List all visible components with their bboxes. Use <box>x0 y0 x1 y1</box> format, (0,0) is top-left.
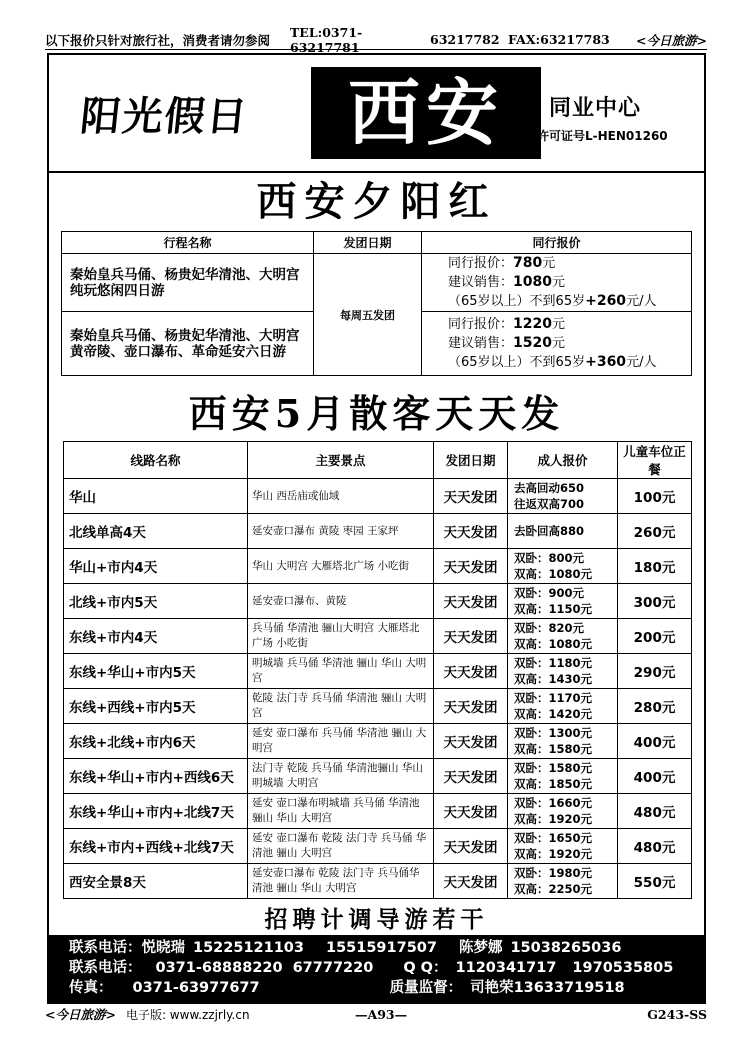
attractions: 延安 壶口瀑布 兵马俑 华清池 骊山 大明宫 <box>248 724 434 759</box>
table-row <box>64 864 692 899</box>
attractions: 法门寺 乾陵 兵马俑 华清池骊山 华山 明城墙 大明宫 <box>248 759 434 794</box>
price-label: 同行报价： <box>448 256 514 271</box>
quality-label: 质量监督： <box>389 980 463 996</box>
price-value: 780 <box>513 255 543 271</box>
trade-center-label: 同业中心 <box>549 96 642 121</box>
child-price: 400元 <box>618 724 692 759</box>
adult-price <box>508 794 618 829</box>
price-label: 同行报价： <box>448 317 514 332</box>
attractions: 华山 大明宫 大雁塔北广场 小吃街 <box>248 549 434 584</box>
price-value: 1220 <box>513 316 552 332</box>
phone-number: 15038265036 <box>510 940 622 956</box>
price-cell <box>422 312 692 376</box>
attractions: 延安壶口瀑布 乾陵 法门寺 兵马俑华清池 骊山 华山 大明宫 <box>248 864 434 899</box>
route-name: 东线+华山+市内+北线7天 <box>64 794 248 829</box>
attractions: 明城墙 兵马俑 华清池 骊山 华山 大明宫 <box>248 654 434 689</box>
route-name: 华山 <box>64 479 248 514</box>
price-unit: 元/人 <box>626 294 657 309</box>
table-row <box>64 479 692 514</box>
route-name: 东线+市内+西线+北线7天 <box>64 829 248 864</box>
adult-price <box>508 864 618 899</box>
phone-number: 15225121103 <box>193 940 304 956</box>
adult-price <box>508 479 618 514</box>
publication-brand: <今日旅游> <box>636 32 707 48</box>
section1-title: 西安夕阳红 <box>256 178 497 225</box>
fax-label: 传真： <box>69 980 113 996</box>
daily-tour-table <box>63 441 692 899</box>
table-row <box>64 829 692 864</box>
column-header: 发团日期 <box>434 442 508 479</box>
price-unit: 元/人 <box>626 355 657 370</box>
adult-price-line: 往返双高700 <box>514 497 585 511</box>
contact-block <box>49 935 704 1002</box>
contact-person: 陈梦娜 <box>458 940 503 956</box>
child-price: 550元 <box>618 864 692 899</box>
attractions: 兵马俑 华清池 骊山大明宫 大雁塔北广场 小吃街 <box>248 619 434 654</box>
adult-price-line: 双卧：1180元 <box>514 656 593 670</box>
surcharge-value: +360 <box>585 354 627 370</box>
column-header: 行程名称 <box>62 232 314 254</box>
adult-price-line: 双高：1920元 <box>514 812 593 826</box>
price-label: 建议销售： <box>448 336 514 351</box>
child-price: 480元 <box>618 829 692 864</box>
adult-price-line: 去卧回高880 <box>514 524 585 538</box>
attractions: 华山 西岳庙或仙域 <box>248 479 434 514</box>
contact-label: 联系电话：悦晓瑞 <box>69 940 185 956</box>
route-name: 北线单高4天 <box>64 514 248 549</box>
table-row <box>64 759 692 794</box>
child-price: 400元 <box>618 759 692 794</box>
contact-label: 联系电话： <box>69 960 142 976</box>
ad-frame <box>47 53 706 1004</box>
tel-2: 63217782 <box>430 32 500 47</box>
route-name: 华山+市内4天 <box>64 549 248 584</box>
adult-price <box>508 829 618 864</box>
column-header: 主要景点 <box>248 442 434 479</box>
adult-price-line: 双高：1430元 <box>514 672 593 686</box>
route-name: 北线+市内5天 <box>64 584 248 619</box>
tel: TEL:0371-63217781 <box>290 24 363 55</box>
website-link[interactable]: 电子版: www.zzjrly.cn <box>125 1007 250 1022</box>
qq-number: 1120341717 <box>455 960 557 976</box>
qq-label: Q Q： <box>403 960 448 976</box>
price-label: 建议销售： <box>448 275 514 290</box>
contact-row <box>69 958 704 978</box>
route-name: 秦始皇兵马俑、杨贵妃华清池、大明宫纯玩悠闲四日游 <box>62 254 314 312</box>
departure-date: 天天发团 <box>434 514 508 549</box>
adult-price-line: 双卧：1650元 <box>514 831 593 845</box>
attractions: 延安壶口瀑布 黄陵 枣园 王家坪 <box>248 514 434 549</box>
footer <box>45 1005 707 1023</box>
adult-price-line: 双高：1080元 <box>514 637 593 651</box>
attractions: 延安 壶口瀑布 乾陵 法门寺 兵马俑 华清池 骊山 大明宫 <box>248 829 434 864</box>
contact-row <box>69 938 704 958</box>
departure-date: 天天发团 <box>434 794 508 829</box>
senior-tour-table <box>61 231 692 376</box>
adult-price <box>508 724 618 759</box>
license-number: 许可证号L-HEN01260 <box>537 129 668 143</box>
adult-price-line: 双卧：900元 <box>514 586 585 600</box>
table-row <box>62 254 692 312</box>
departure-date: 天天发团 <box>434 724 508 759</box>
adult-price-line: 双高：1850元 <box>514 777 593 791</box>
quality-contact: 司艳荣13633719518 <box>470 980 625 996</box>
top-bar <box>45 24 707 55</box>
departure-date: 天天发团 <box>434 829 508 864</box>
departure-date: 天天发团 <box>434 864 508 899</box>
surcharge-value: +260 <box>585 293 627 309</box>
adult-price-line: 双卧：1980元 <box>514 866 593 880</box>
adult-price <box>508 619 618 654</box>
adult-price <box>508 514 618 549</box>
route-name: 东线+华山+市内5天 <box>64 654 248 689</box>
child-price: 300元 <box>618 584 692 619</box>
qq-number: 1970535805 <box>572 960 674 976</box>
adult-price-line: 去高回动650 <box>514 481 585 495</box>
departure-date: 天天发团 <box>434 479 508 514</box>
column-header: 发团日期 <box>314 232 422 254</box>
adult-price-line: 双卧：1580元 <box>514 761 593 775</box>
route-name: 东线+北线+市内6天 <box>64 724 248 759</box>
adult-price-line: 双高：2250元 <box>514 882 593 896</box>
ad-code: G243-SS <box>647 1006 707 1022</box>
adult-price-line: 双卧：820元 <box>514 621 585 635</box>
table-header-row <box>62 232 692 254</box>
attractions: 延安 壶口瀑布明城墙 兵马俑 华清池 骊山 华山 大明宫 <box>248 794 434 829</box>
price-value: 1520 <box>513 335 552 351</box>
route-name: 秦始皇兵马俑、杨贵妃华清池、大明宫黄帝陵、壶口瀑布、革命延安六日游 <box>62 312 314 376</box>
destination-title: 西安 <box>311 67 541 159</box>
table-row <box>64 584 692 619</box>
adult-price <box>508 759 618 794</box>
child-price: 290元 <box>618 654 692 689</box>
adult-price <box>508 689 618 724</box>
adult-price-line: 双高：1580元 <box>514 742 593 756</box>
route-name: 东线+华山+市内+西线6天 <box>64 759 248 794</box>
child-price: 260元 <box>618 514 692 549</box>
departure-date: 天天发团 <box>434 549 508 584</box>
table-row <box>64 724 692 759</box>
table-row <box>64 514 692 549</box>
column-header: 儿童车位正餐 <box>618 442 692 479</box>
column-header: 成人报价 <box>508 442 618 479</box>
table-header-row <box>64 442 692 479</box>
adult-price-line: 双高：1920元 <box>514 847 593 861</box>
adult-price <box>508 584 618 619</box>
page-number: —A93— <box>355 1006 408 1022</box>
age-note: （65岁以上）不到65岁 <box>448 294 586 309</box>
child-price: 280元 <box>618 689 692 724</box>
departure-date: 天天发团 <box>434 654 508 689</box>
contact-row <box>69 978 704 998</box>
adult-price-line: 双高：1150元 <box>514 602 593 616</box>
price-unit: 元 <box>551 275 565 290</box>
fax: FAX:63217783 <box>508 32 610 47</box>
child-price: 480元 <box>618 794 692 829</box>
phone-number: 15515917507 <box>325 940 437 956</box>
attractions: 乾陵 法门寺 兵马俑 华清池 骊山 大明宫 <box>248 689 434 724</box>
adult-price-line: 双卧：1660元 <box>514 796 593 810</box>
agency-logo: 阳光假日 <box>78 94 252 140</box>
section2-title: 西安5月散客天天发 <box>188 391 565 436</box>
departure-date: 天天发团 <box>434 584 508 619</box>
departure-date: 天天发团 <box>434 759 508 794</box>
price-unit: 元 <box>542 256 556 271</box>
column-header: 同行报价 <box>422 232 692 254</box>
departure-date: 每周五发团 <box>314 254 422 376</box>
table-row <box>64 654 692 689</box>
departure-date: 天天发团 <box>434 689 508 724</box>
footer-brand: <今日旅游> <box>45 1007 116 1022</box>
table-row <box>64 794 692 829</box>
departure-date: 天天发团 <box>434 619 508 654</box>
adult-price-line: 双高：1080元 <box>514 567 593 581</box>
adult-price-line: 双卧：800元 <box>514 551 585 565</box>
table-row <box>64 689 692 724</box>
phone-number: 0371-68888220 <box>155 960 283 976</box>
table-row <box>64 619 692 654</box>
route-name: 西安全景8天 <box>64 864 248 899</box>
child-price: 200元 <box>618 619 692 654</box>
route-name: 东线+市内4天 <box>64 619 248 654</box>
child-price: 100元 <box>618 479 692 514</box>
column-header: 线路名称 <box>64 442 248 479</box>
price-unit: 元 <box>551 336 565 351</box>
table-row <box>64 549 692 584</box>
attractions: 延安壶口瀑布、黄陵 <box>248 584 434 619</box>
recruitment-notice: 招聘计调导游若干 <box>264 906 489 933</box>
adult-price-line: 双卧：1170元 <box>514 691 593 705</box>
fax-number: 0371-63977677 <box>132 980 260 996</box>
age-note: （65岁以上）不到65岁 <box>448 355 586 370</box>
price-cell <box>422 254 692 312</box>
route-name: 东线+西线+市内5天 <box>64 689 248 724</box>
adult-price <box>508 549 618 584</box>
adult-price <box>508 654 618 689</box>
adult-price-line: 双高：1420元 <box>514 707 593 721</box>
price-unit: 元 <box>551 317 565 332</box>
adult-price-line: 双卧：1300元 <box>514 726 593 740</box>
agency-note: 以下报价只针对旅行社，消费者请勿参阅 <box>45 32 271 48</box>
header <box>49 55 704 173</box>
price-value: 1080 <box>513 274 552 290</box>
child-price: 180元 <box>618 549 692 584</box>
phone-number: 67777220 <box>292 960 374 976</box>
